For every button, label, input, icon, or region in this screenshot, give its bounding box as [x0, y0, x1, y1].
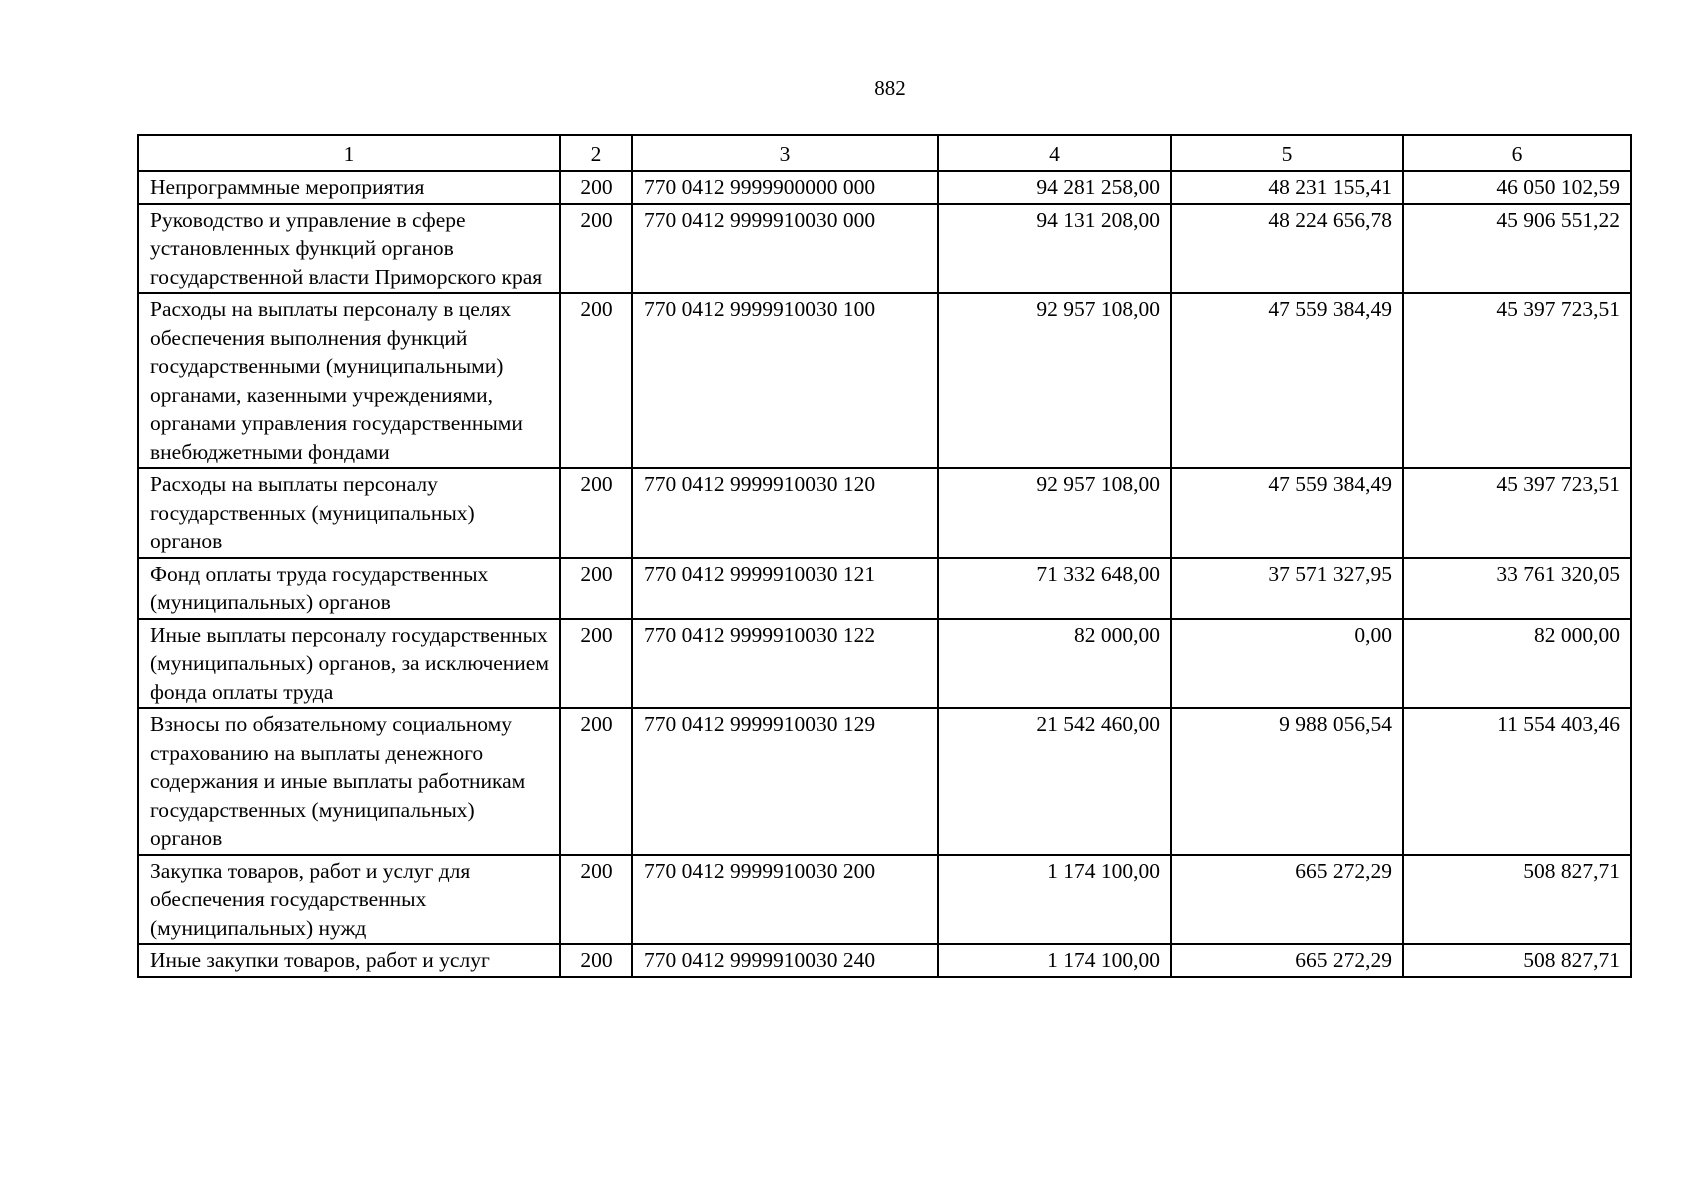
column-6-amount-cell: 45 906 551,22	[1403, 204, 1631, 294]
table-row	[138, 708, 1631, 855]
classification-code-cell: 770 0412 9999910030 121	[632, 558, 938, 619]
classification-code-cell: 770 0412 9999910030 120	[632, 468, 938, 558]
column-5-amount-cell: 48 224 656,78	[1171, 204, 1403, 294]
expense-name-cell: Руководство и управление в сфере установленных функций органов государственной власти Приморского края	[138, 204, 560, 294]
expense-name-cell: Иные закупки товаров, работ и услуг	[138, 944, 560, 977]
column-4-amount-cell: 92 957 108,00	[938, 293, 1171, 468]
header-cell: 1	[138, 135, 560, 171]
column-4-amount-cell: 92 957 108,00	[938, 468, 1171, 558]
table-row	[138, 619, 1631, 709]
section-code-cell: 200	[560, 944, 632, 977]
column-5-amount-cell: 47 559 384,49	[1171, 468, 1403, 558]
header-cell: 6	[1403, 135, 1631, 171]
header-cell: 2	[560, 135, 632, 171]
table-header-row	[138, 135, 1631, 171]
column-6-amount-cell: 508 827,71	[1403, 855, 1631, 945]
column-6-amount-cell: 82 000,00	[1403, 619, 1631, 709]
classification-code-cell: 770 0412 9999910030 129	[632, 708, 938, 855]
column-4-amount-cell: 94 281 258,00	[938, 171, 1171, 204]
classification-code-cell: 770 0412 9999910030 100	[632, 293, 938, 468]
section-code-cell: 200	[560, 558, 632, 619]
section-code-cell: 200	[560, 855, 632, 945]
column-6-amount-cell: 45 397 723,51	[1403, 468, 1631, 558]
classification-code-cell: 770 0412 9999910030 000	[632, 204, 938, 294]
budget-table	[137, 134, 1632, 978]
column-6-amount-cell: 33 761 320,05	[1403, 558, 1631, 619]
section-code-cell: 200	[560, 204, 632, 294]
classification-code-cell: 770 0412 9999910030 240	[632, 944, 938, 977]
column-6-amount-cell: 45 397 723,51	[1403, 293, 1631, 468]
column-4-amount-cell: 82 000,00	[938, 619, 1171, 709]
column-5-amount-cell: 48 231 155,41	[1171, 171, 1403, 204]
expense-name-cell: Непрограммные мероприятия	[138, 171, 560, 204]
column-4-amount-cell: 1 174 100,00	[938, 855, 1171, 945]
classification-code-cell: 770 0412 9999900000 000	[632, 171, 938, 204]
column-4-amount-cell: 94 131 208,00	[938, 204, 1171, 294]
table-row	[138, 855, 1631, 945]
header-cell: 4	[938, 135, 1171, 171]
table-row	[138, 468, 1631, 558]
column-6-amount-cell: 46 050 102,59	[1403, 171, 1631, 204]
expense-name-cell: Иные выплаты персоналу государственных (муниципальных) органов, за исключением фонда оплаты труда	[138, 619, 560, 709]
header-cell: 3	[632, 135, 938, 171]
section-code-cell: 200	[560, 468, 632, 558]
page-number: 882	[874, 76, 906, 100]
column-5-amount-cell: 37 571 327,95	[1171, 558, 1403, 619]
section-code-cell: 200	[560, 171, 632, 204]
section-code-cell: 200	[560, 619, 632, 709]
expense-name-cell: Взносы по обязательному социальному страхованию на выплаты денежного содержания и иные выплаты работникам государственных (муниципальных) органов	[138, 708, 560, 855]
column-5-amount-cell: 47 559 384,49	[1171, 293, 1403, 468]
column-5-amount-cell: 665 272,29	[1171, 944, 1403, 977]
header-cell: 5	[1171, 135, 1403, 171]
section-code-cell: 200	[560, 708, 632, 855]
table-row	[138, 944, 1631, 977]
table-row	[138, 558, 1631, 619]
column-4-amount-cell: 71 332 648,00	[938, 558, 1171, 619]
expense-name-cell: Фонд оплаты труда государственных (муниципальных) органов	[138, 558, 560, 619]
column-4-amount-cell: 21 542 460,00	[938, 708, 1171, 855]
column-5-amount-cell: 9 988 056,54	[1171, 708, 1403, 855]
column-5-amount-cell: 0,00	[1171, 619, 1403, 709]
column-5-amount-cell: 665 272,29	[1171, 855, 1403, 945]
table-row	[138, 293, 1631, 468]
table-row	[138, 171, 1631, 204]
column-4-amount-cell: 1 174 100,00	[938, 944, 1171, 977]
column-6-amount-cell: 11 554 403,46	[1403, 708, 1631, 855]
table-row	[138, 204, 1631, 294]
column-6-amount-cell: 508 827,71	[1403, 944, 1631, 977]
expense-name-cell: Закупка товаров, работ и услуг для обеспечения государственных (муниципальных) нужд	[138, 855, 560, 945]
classification-code-cell: 770 0412 9999910030 200	[632, 855, 938, 945]
section-code-cell: 200	[560, 293, 632, 468]
expense-name-cell: Расходы на выплаты персоналу в целях обеспечения выполнения функций государственными (муниципальными) органами, казенными учреждениями, органами управления государственными внебюджетными фондами	[138, 293, 560, 468]
classification-code-cell: 770 0412 9999910030 122	[632, 619, 938, 709]
expense-name-cell: Расходы на выплаты персоналу государственных (муниципальных) органов	[138, 468, 560, 558]
